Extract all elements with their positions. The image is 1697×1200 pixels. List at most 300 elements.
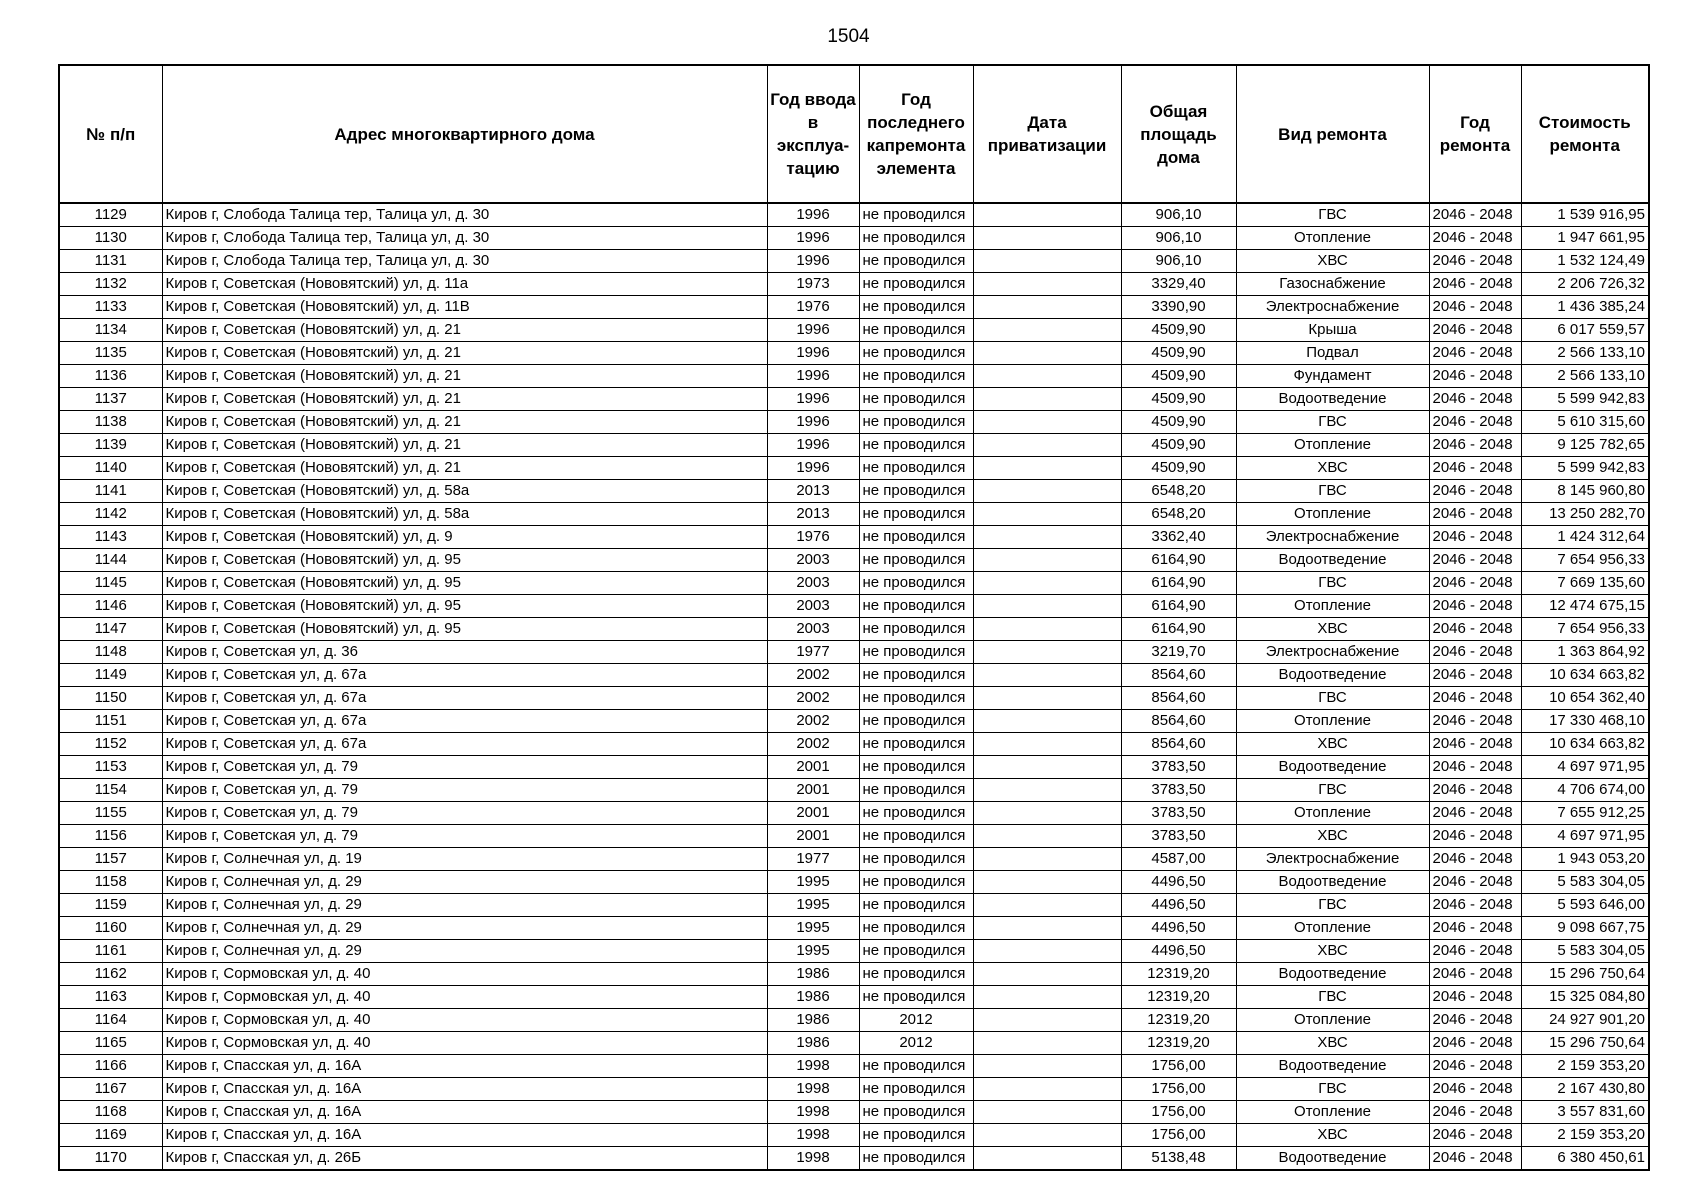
- cell-repair-cost: 10 634 663,82: [1521, 664, 1649, 687]
- cell-last-repair: не проводился: [859, 365, 973, 388]
- table-row: [59, 503, 1649, 526]
- cell-repair-cost: 10 654 362,40: [1521, 687, 1649, 710]
- cell-total-area: 4496,50: [1121, 894, 1236, 917]
- cell-year-commissioned: 1998: [767, 1101, 859, 1124]
- cell-address: Киров г, Спасская ул, д. 16А: [162, 1055, 767, 1078]
- cell-total-area: 12319,20: [1121, 986, 1236, 1009]
- cell-repair-year: 2046 - 2048: [1429, 641, 1521, 664]
- cell-repair-year: 2046 - 2048: [1429, 434, 1521, 457]
- cell-total-area: 3390,90: [1121, 296, 1236, 319]
- cell-last-repair: не проводился: [859, 618, 973, 641]
- cell-num: 1145: [59, 572, 162, 595]
- cell-last-repair: не проводился: [859, 733, 973, 756]
- cell-total-area: 906,10: [1121, 227, 1236, 250]
- cell-repair-type: Отопление: [1236, 710, 1429, 733]
- cell-year-commissioned: 2001: [767, 802, 859, 825]
- cell-last-repair: не проводился: [859, 549, 973, 572]
- cell-repair-type: Отопление: [1236, 802, 1429, 825]
- cell-num: 1153: [59, 756, 162, 779]
- cell-num: 1155: [59, 802, 162, 825]
- cell-repair-cost: 7 669 135,60: [1521, 572, 1649, 595]
- cell-repair-type: Отопление: [1236, 595, 1429, 618]
- cell-num: 1154: [59, 779, 162, 802]
- cell-privatization-date: [973, 802, 1121, 825]
- cell-repair-cost: 5 583 304,05: [1521, 871, 1649, 894]
- cell-repair-year: 2046 - 2048: [1429, 1078, 1521, 1101]
- cell-last-repair: не проводился: [859, 986, 973, 1009]
- cell-total-area: 3783,50: [1121, 756, 1236, 779]
- cell-total-area: 6164,90: [1121, 618, 1236, 641]
- cell-last-repair: не проводился: [859, 1055, 973, 1078]
- cell-total-area: 12319,20: [1121, 1009, 1236, 1032]
- cell-repair-cost: 1 943 053,20: [1521, 848, 1649, 871]
- cell-repair-type: Электроснабжение: [1236, 641, 1429, 664]
- cell-repair-type: Газоснабжение: [1236, 273, 1429, 296]
- cell-total-area: 8564,60: [1121, 664, 1236, 687]
- cell-repair-type: Водоотведение: [1236, 963, 1429, 986]
- cell-privatization-date: [973, 457, 1121, 480]
- cell-total-area: 6548,20: [1121, 480, 1236, 503]
- cell-total-area: 4509,90: [1121, 388, 1236, 411]
- cell-repair-cost: 15 296 750,64: [1521, 963, 1649, 986]
- cell-num: 1144: [59, 549, 162, 572]
- cell-privatization-date: [973, 434, 1121, 457]
- cell-year-commissioned: 1995: [767, 871, 859, 894]
- cell-address: Киров г, Советская ул, д. 67а: [162, 733, 767, 756]
- table-row: [59, 986, 1649, 1009]
- cell-privatization-date: [973, 963, 1121, 986]
- cell-repair-cost: 4 697 971,95: [1521, 756, 1649, 779]
- table-row: [59, 940, 1649, 963]
- cell-year-commissioned: 1976: [767, 296, 859, 319]
- cell-year-commissioned: 1986: [767, 986, 859, 1009]
- cell-repair-year: 2046 - 2048: [1429, 503, 1521, 526]
- cell-address: Киров г, Советская (Нововятский) ул, д. 95: [162, 572, 767, 595]
- cell-last-repair: не проводился: [859, 1078, 973, 1101]
- cell-num: 1140: [59, 457, 162, 480]
- cell-repair-type: ГВС: [1236, 203, 1429, 227]
- cell-num: 1165: [59, 1032, 162, 1055]
- cell-privatization-date: [973, 1147, 1121, 1171]
- table-row: [59, 227, 1649, 250]
- cell-year-commissioned: 1977: [767, 641, 859, 664]
- cell-total-area: 3362,40: [1121, 526, 1236, 549]
- cell-repair-cost: 12 474 675,15: [1521, 595, 1649, 618]
- cell-year-commissioned: 2001: [767, 825, 859, 848]
- cell-year-commissioned: 1986: [767, 963, 859, 986]
- cell-total-area: 6548,20: [1121, 503, 1236, 526]
- cell-year-commissioned: 1996: [767, 411, 859, 434]
- cell-repair-cost: 6 017 559,57: [1521, 319, 1649, 342]
- cell-year-commissioned: 1998: [767, 1078, 859, 1101]
- cell-repair-cost: 15 325 084,80: [1521, 986, 1649, 1009]
- cell-privatization-date: [973, 572, 1121, 595]
- cell-privatization-date: [973, 503, 1121, 526]
- cell-privatization-date: [973, 480, 1121, 503]
- cell-num: 1138: [59, 411, 162, 434]
- cell-repair-cost: 5 610 315,60: [1521, 411, 1649, 434]
- cell-repair-cost: 1 436 385,24: [1521, 296, 1649, 319]
- table-row: [59, 549, 1649, 572]
- cell-total-area: 3783,50: [1121, 802, 1236, 825]
- cell-repair-cost: 1 424 312,64: [1521, 526, 1649, 549]
- table-row: [59, 388, 1649, 411]
- cell-address: Киров г, Советская (Нововятский) ул, д. 21: [162, 319, 767, 342]
- cell-year-commissioned: 1995: [767, 940, 859, 963]
- cell-last-repair: не проводился: [859, 1124, 973, 1147]
- table-row: [59, 411, 1649, 434]
- cell-repair-cost: 24 927 901,20: [1521, 1009, 1649, 1032]
- cell-repair-cost: 5 599 942,83: [1521, 388, 1649, 411]
- cell-year-commissioned: 2002: [767, 710, 859, 733]
- cell-repair-cost: 7 654 956,33: [1521, 618, 1649, 641]
- cell-address: Киров г, Советская ул, д. 67а: [162, 710, 767, 733]
- cell-repair-year: 2046 - 2048: [1429, 457, 1521, 480]
- cell-num: 1136: [59, 365, 162, 388]
- cell-repair-year: 2046 - 2048: [1429, 940, 1521, 963]
- header-address: Адрес многоквартирного дома: [162, 65, 767, 203]
- cell-address: Киров г, Советская ул, д. 36: [162, 641, 767, 664]
- cell-last-repair: не проводился: [859, 687, 973, 710]
- cell-repair-year: 2046 - 2048: [1429, 526, 1521, 549]
- cell-address: Киров г, Советская ул, д. 79: [162, 756, 767, 779]
- cell-repair-year: 2046 - 2048: [1429, 756, 1521, 779]
- cell-total-area: 5138,48: [1121, 1147, 1236, 1171]
- cell-last-repair: не проводился: [859, 1101, 973, 1124]
- cell-address: Киров г, Солнечная ул, д. 29: [162, 871, 767, 894]
- cell-repair-cost: 3 557 831,60: [1521, 1101, 1649, 1124]
- cell-num: 1135: [59, 342, 162, 365]
- cell-last-repair: не проводился: [859, 342, 973, 365]
- table-row: [59, 618, 1649, 641]
- cell-privatization-date: [973, 940, 1121, 963]
- cell-year-commissioned: 1996: [767, 388, 859, 411]
- cell-last-repair: не проводился: [859, 1147, 973, 1171]
- cell-num: 1142: [59, 503, 162, 526]
- cell-last-repair: 2012: [859, 1009, 973, 1032]
- cell-repair-type: Электроснабжение: [1236, 526, 1429, 549]
- cell-address: Киров г, Слобода Талица тер, Талица ул, д. 30: [162, 203, 767, 227]
- cell-address: Киров г, Советская (Нововятский) ул, д. 11а: [162, 273, 767, 296]
- cell-last-repair: не проводился: [859, 802, 973, 825]
- cell-repair-type: ГВС: [1236, 894, 1429, 917]
- cell-total-area: 1756,00: [1121, 1078, 1236, 1101]
- cell-repair-type: ХВС: [1236, 1032, 1429, 1055]
- cell-repair-year: 2046 - 2048: [1429, 733, 1521, 756]
- cell-address: Киров г, Слобода Талица тер, Талица ул, д. 30: [162, 250, 767, 273]
- cell-repair-type: Водоотведение: [1236, 756, 1429, 779]
- cell-repair-year: 2046 - 2048: [1429, 1101, 1521, 1124]
- table-row: [59, 1009, 1649, 1032]
- cell-year-commissioned: 2003: [767, 618, 859, 641]
- cell-privatization-date: [973, 1032, 1121, 1055]
- cell-num: 1134: [59, 319, 162, 342]
- table-row: [59, 802, 1649, 825]
- cell-num: 1166: [59, 1055, 162, 1078]
- cell-privatization-date: [973, 388, 1121, 411]
- cell-year-commissioned: 1995: [767, 917, 859, 940]
- cell-num: 1131: [59, 250, 162, 273]
- cell-repair-type: ХВС: [1236, 1124, 1429, 1147]
- cell-repair-cost: 1 539 916,95: [1521, 203, 1649, 227]
- cell-repair-cost: 1 947 661,95: [1521, 227, 1649, 250]
- cell-num: 1150: [59, 687, 162, 710]
- cell-last-repair: не проводился: [859, 480, 973, 503]
- table-row: [59, 572, 1649, 595]
- cell-num: 1159: [59, 894, 162, 917]
- cell-address: Киров г, Спасская ул, д. 16А: [162, 1124, 767, 1147]
- cell-privatization-date: [973, 526, 1121, 549]
- table-row: [59, 480, 1649, 503]
- table-row: [59, 319, 1649, 342]
- cell-year-commissioned: 2003: [767, 572, 859, 595]
- cell-year-commissioned: 1986: [767, 1032, 859, 1055]
- cell-num: 1132: [59, 273, 162, 296]
- cell-repair-cost: 5 599 942,83: [1521, 457, 1649, 480]
- table-row: [59, 825, 1649, 848]
- header-total-area: Общая площадь дома: [1121, 65, 1236, 203]
- cell-repair-type: Водоотведение: [1236, 664, 1429, 687]
- cell-repair-year: 2046 - 2048: [1429, 480, 1521, 503]
- cell-total-area: 4587,00: [1121, 848, 1236, 871]
- cell-address: Киров г, Советская ул, д. 79: [162, 779, 767, 802]
- cell-last-repair: не проводился: [859, 296, 973, 319]
- cell-last-repair: не проводился: [859, 756, 973, 779]
- cell-address: Киров г, Советская (Нововятский) ул, д. 95: [162, 549, 767, 572]
- cell-privatization-date: [973, 1078, 1121, 1101]
- table-row: [59, 756, 1649, 779]
- cell-privatization-date: [973, 1009, 1121, 1032]
- cell-year-commissioned: 1998: [767, 1124, 859, 1147]
- cell-total-area: 3783,50: [1121, 779, 1236, 802]
- cell-repair-year: 2046 - 2048: [1429, 250, 1521, 273]
- cell-total-area: 4509,90: [1121, 365, 1236, 388]
- cell-num: 1148: [59, 641, 162, 664]
- cell-last-repair: не проводился: [859, 388, 973, 411]
- cell-total-area: 8564,60: [1121, 687, 1236, 710]
- cell-repair-type: Отопление: [1236, 1101, 1429, 1124]
- cell-year-commissioned: 1986: [767, 1009, 859, 1032]
- cell-address: Киров г, Советская ул, д. 79: [162, 802, 767, 825]
- cell-repair-cost: 5 593 646,00: [1521, 894, 1649, 917]
- cell-privatization-date: [973, 710, 1121, 733]
- cell-repair-type: Водоотведение: [1236, 1055, 1429, 1078]
- cell-privatization-date: [973, 411, 1121, 434]
- cell-privatization-date: [973, 618, 1121, 641]
- cell-privatization-date: [973, 296, 1121, 319]
- cell-last-repair: не проводился: [859, 411, 973, 434]
- cell-year-commissioned: 1996: [767, 319, 859, 342]
- cell-privatization-date: [973, 1124, 1121, 1147]
- cell-num: 1157: [59, 848, 162, 871]
- cell-num: 1169: [59, 1124, 162, 1147]
- cell-privatization-date: [973, 549, 1121, 572]
- cell-privatization-date: [973, 273, 1121, 296]
- cell-repair-type: Отопление: [1236, 503, 1429, 526]
- cell-num: 1133: [59, 296, 162, 319]
- cell-repair-cost: 1 532 124,49: [1521, 250, 1649, 273]
- cell-repair-year: 2046 - 2048: [1429, 1124, 1521, 1147]
- cell-repair-type: ГВС: [1236, 779, 1429, 802]
- cell-repair-cost: 2 566 133,10: [1521, 365, 1649, 388]
- cell-repair-year: 2046 - 2048: [1429, 549, 1521, 572]
- cell-repair-year: 2046 - 2048: [1429, 894, 1521, 917]
- cell-repair-type: Водоотведение: [1236, 549, 1429, 572]
- cell-repair-cost: 15 296 750,64: [1521, 1032, 1649, 1055]
- cell-repair-cost: 9 125 782,65: [1521, 434, 1649, 457]
- cell-privatization-date: [973, 779, 1121, 802]
- cell-repair-year: 2046 - 2048: [1429, 687, 1521, 710]
- cell-address: Киров г, Советская (Нововятский) ул, д. 21: [162, 411, 767, 434]
- cell-repair-type: ХВС: [1236, 825, 1429, 848]
- cell-repair-type: Электроснабжение: [1236, 848, 1429, 871]
- table-row: [59, 917, 1649, 940]
- cell-privatization-date: [973, 756, 1121, 779]
- cell-last-repair: не проводился: [859, 825, 973, 848]
- cell-repair-cost: 10 634 663,82: [1521, 733, 1649, 756]
- cell-num: 1170: [59, 1147, 162, 1171]
- cell-privatization-date: [973, 894, 1121, 917]
- cell-repair-type: ГВС: [1236, 1078, 1429, 1101]
- cell-total-area: 4509,90: [1121, 342, 1236, 365]
- cell-repair-cost: 9 098 667,75: [1521, 917, 1649, 940]
- cell-address: Киров г, Сормовская ул, д. 40: [162, 1032, 767, 1055]
- cell-year-commissioned: 1998: [767, 1055, 859, 1078]
- cell-total-area: 906,10: [1121, 203, 1236, 227]
- cell-address: Киров г, Советская ул, д. 79: [162, 825, 767, 848]
- cell-privatization-date: [973, 687, 1121, 710]
- table-row: [59, 1101, 1649, 1124]
- cell-num: 1158: [59, 871, 162, 894]
- cell-num: 1143: [59, 526, 162, 549]
- cell-repair-type: Отопление: [1236, 1009, 1429, 1032]
- cell-repair-type: ХВС: [1236, 733, 1429, 756]
- table-row: [59, 250, 1649, 273]
- cell-repair-year: 2046 - 2048: [1429, 1009, 1521, 1032]
- cell-last-repair: не проводился: [859, 319, 973, 342]
- cell-address: Киров г, Советская (Нововятский) ул, д. 58а: [162, 503, 767, 526]
- cell-repair-cost: 2 159 353,20: [1521, 1124, 1649, 1147]
- cell-repair-year: 2046 - 2048: [1429, 595, 1521, 618]
- cell-repair-year: 2046 - 2048: [1429, 871, 1521, 894]
- cell-address: Киров г, Сормовская ул, д. 40: [162, 963, 767, 986]
- header-year-commissioned: Год ввода в эксплуа-тацию: [767, 65, 859, 203]
- cell-year-commissioned: 1996: [767, 434, 859, 457]
- cell-year-commissioned: 1996: [767, 250, 859, 273]
- cell-year-commissioned: 1996: [767, 203, 859, 227]
- table-header-row: [59, 65, 1649, 203]
- cell-address: Киров г, Слобода Талица тер, Талица ул, д. 30: [162, 227, 767, 250]
- cell-num: 1129: [59, 203, 162, 227]
- cell-last-repair: не проводился: [859, 434, 973, 457]
- cell-last-repair: не проводился: [859, 779, 973, 802]
- cell-repair-type: Отопление: [1236, 917, 1429, 940]
- table-row: [59, 273, 1649, 296]
- table-row: [59, 963, 1649, 986]
- cell-year-commissioned: 2003: [767, 549, 859, 572]
- cell-repair-type: Водоотведение: [1236, 871, 1429, 894]
- cell-total-area: 4509,90: [1121, 319, 1236, 342]
- cell-repair-cost: 7 654 956,33: [1521, 549, 1649, 572]
- table-row: [59, 641, 1649, 664]
- cell-privatization-date: [973, 871, 1121, 894]
- cell-repair-year: 2046 - 2048: [1429, 1055, 1521, 1078]
- cell-year-commissioned: 1973: [767, 273, 859, 296]
- cell-year-commissioned: 2001: [767, 779, 859, 802]
- cell-privatization-date: [973, 227, 1121, 250]
- cell-repair-type: Электроснабжение: [1236, 296, 1429, 319]
- cell-repair-year: 2046 - 2048: [1429, 273, 1521, 296]
- cell-repair-cost: 4 706 674,00: [1521, 779, 1649, 802]
- cell-repair-type: ГВС: [1236, 411, 1429, 434]
- cell-num: 1146: [59, 595, 162, 618]
- cell-repair-type: ГВС: [1236, 687, 1429, 710]
- cell-address: Киров г, Советская (Нововятский) ул, д. 21: [162, 457, 767, 480]
- cell-address: Киров г, Советская (Нововятский) ул, д. 11В: [162, 296, 767, 319]
- cell-year-commissioned: 2001: [767, 756, 859, 779]
- cell-repair-year: 2046 - 2048: [1429, 365, 1521, 388]
- cell-year-commissioned: 1976: [767, 526, 859, 549]
- cell-repair-cost: 17 330 468,10: [1521, 710, 1649, 733]
- cell-repair-cost: 2 566 133,10: [1521, 342, 1649, 365]
- cell-address: Киров г, Советская (Нововятский) ул, д. 95: [162, 618, 767, 641]
- table-row: [59, 687, 1649, 710]
- cell-total-area: 6164,90: [1121, 549, 1236, 572]
- cell-year-commissioned: 1996: [767, 457, 859, 480]
- cell-repair-type: ХВС: [1236, 940, 1429, 963]
- cell-last-repair: не проводился: [859, 227, 973, 250]
- cell-repair-year: 2046 - 2048: [1429, 572, 1521, 595]
- cell-year-commissioned: 2002: [767, 733, 859, 756]
- cell-repair-cost: 13 250 282,70: [1521, 503, 1649, 526]
- cell-last-repair: не проводился: [859, 273, 973, 296]
- cell-last-repair: не проводился: [859, 595, 973, 618]
- cell-year-commissioned: 2002: [767, 664, 859, 687]
- cell-num: 1139: [59, 434, 162, 457]
- table-row: [59, 203, 1649, 227]
- cell-privatization-date: [973, 825, 1121, 848]
- cell-repair-year: 2046 - 2048: [1429, 1147, 1521, 1171]
- cell-privatization-date: [973, 250, 1121, 273]
- table-row: [59, 1055, 1649, 1078]
- table-row: [59, 526, 1649, 549]
- cell-total-area: 4509,90: [1121, 411, 1236, 434]
- table-row: [59, 1147, 1649, 1171]
- cell-repair-type: ГВС: [1236, 572, 1429, 595]
- cell-repair-year: 2046 - 2048: [1429, 203, 1521, 227]
- cell-last-repair: не проводился: [859, 710, 973, 733]
- cell-repair-year: 2046 - 2048: [1429, 411, 1521, 434]
- cell-address: Киров г, Советская (Нововятский) ул, д. 95: [162, 595, 767, 618]
- cell-repair-year: 2046 - 2048: [1429, 388, 1521, 411]
- cell-privatization-date: [973, 1055, 1121, 1078]
- cell-address: Киров г, Советская (Нововятский) ул, д. 9: [162, 526, 767, 549]
- cell-repair-type: ГВС: [1236, 480, 1429, 503]
- cell-privatization-date: [973, 917, 1121, 940]
- cell-repair-year: 2046 - 2048: [1429, 848, 1521, 871]
- cell-last-repair: не проводился: [859, 848, 973, 871]
- cell-year-commissioned: 1995: [767, 894, 859, 917]
- cell-repair-type: Подвал: [1236, 342, 1429, 365]
- cell-repair-year: 2046 - 2048: [1429, 296, 1521, 319]
- table-row: [59, 296, 1649, 319]
- cell-total-area: 6164,90: [1121, 572, 1236, 595]
- cell-privatization-date: [973, 664, 1121, 687]
- cell-privatization-date: [973, 319, 1121, 342]
- cell-address: Киров г, Советская (Нововятский) ул, д. 58а: [162, 480, 767, 503]
- cell-repair-type: ГВС: [1236, 986, 1429, 1009]
- cell-num: 1130: [59, 227, 162, 250]
